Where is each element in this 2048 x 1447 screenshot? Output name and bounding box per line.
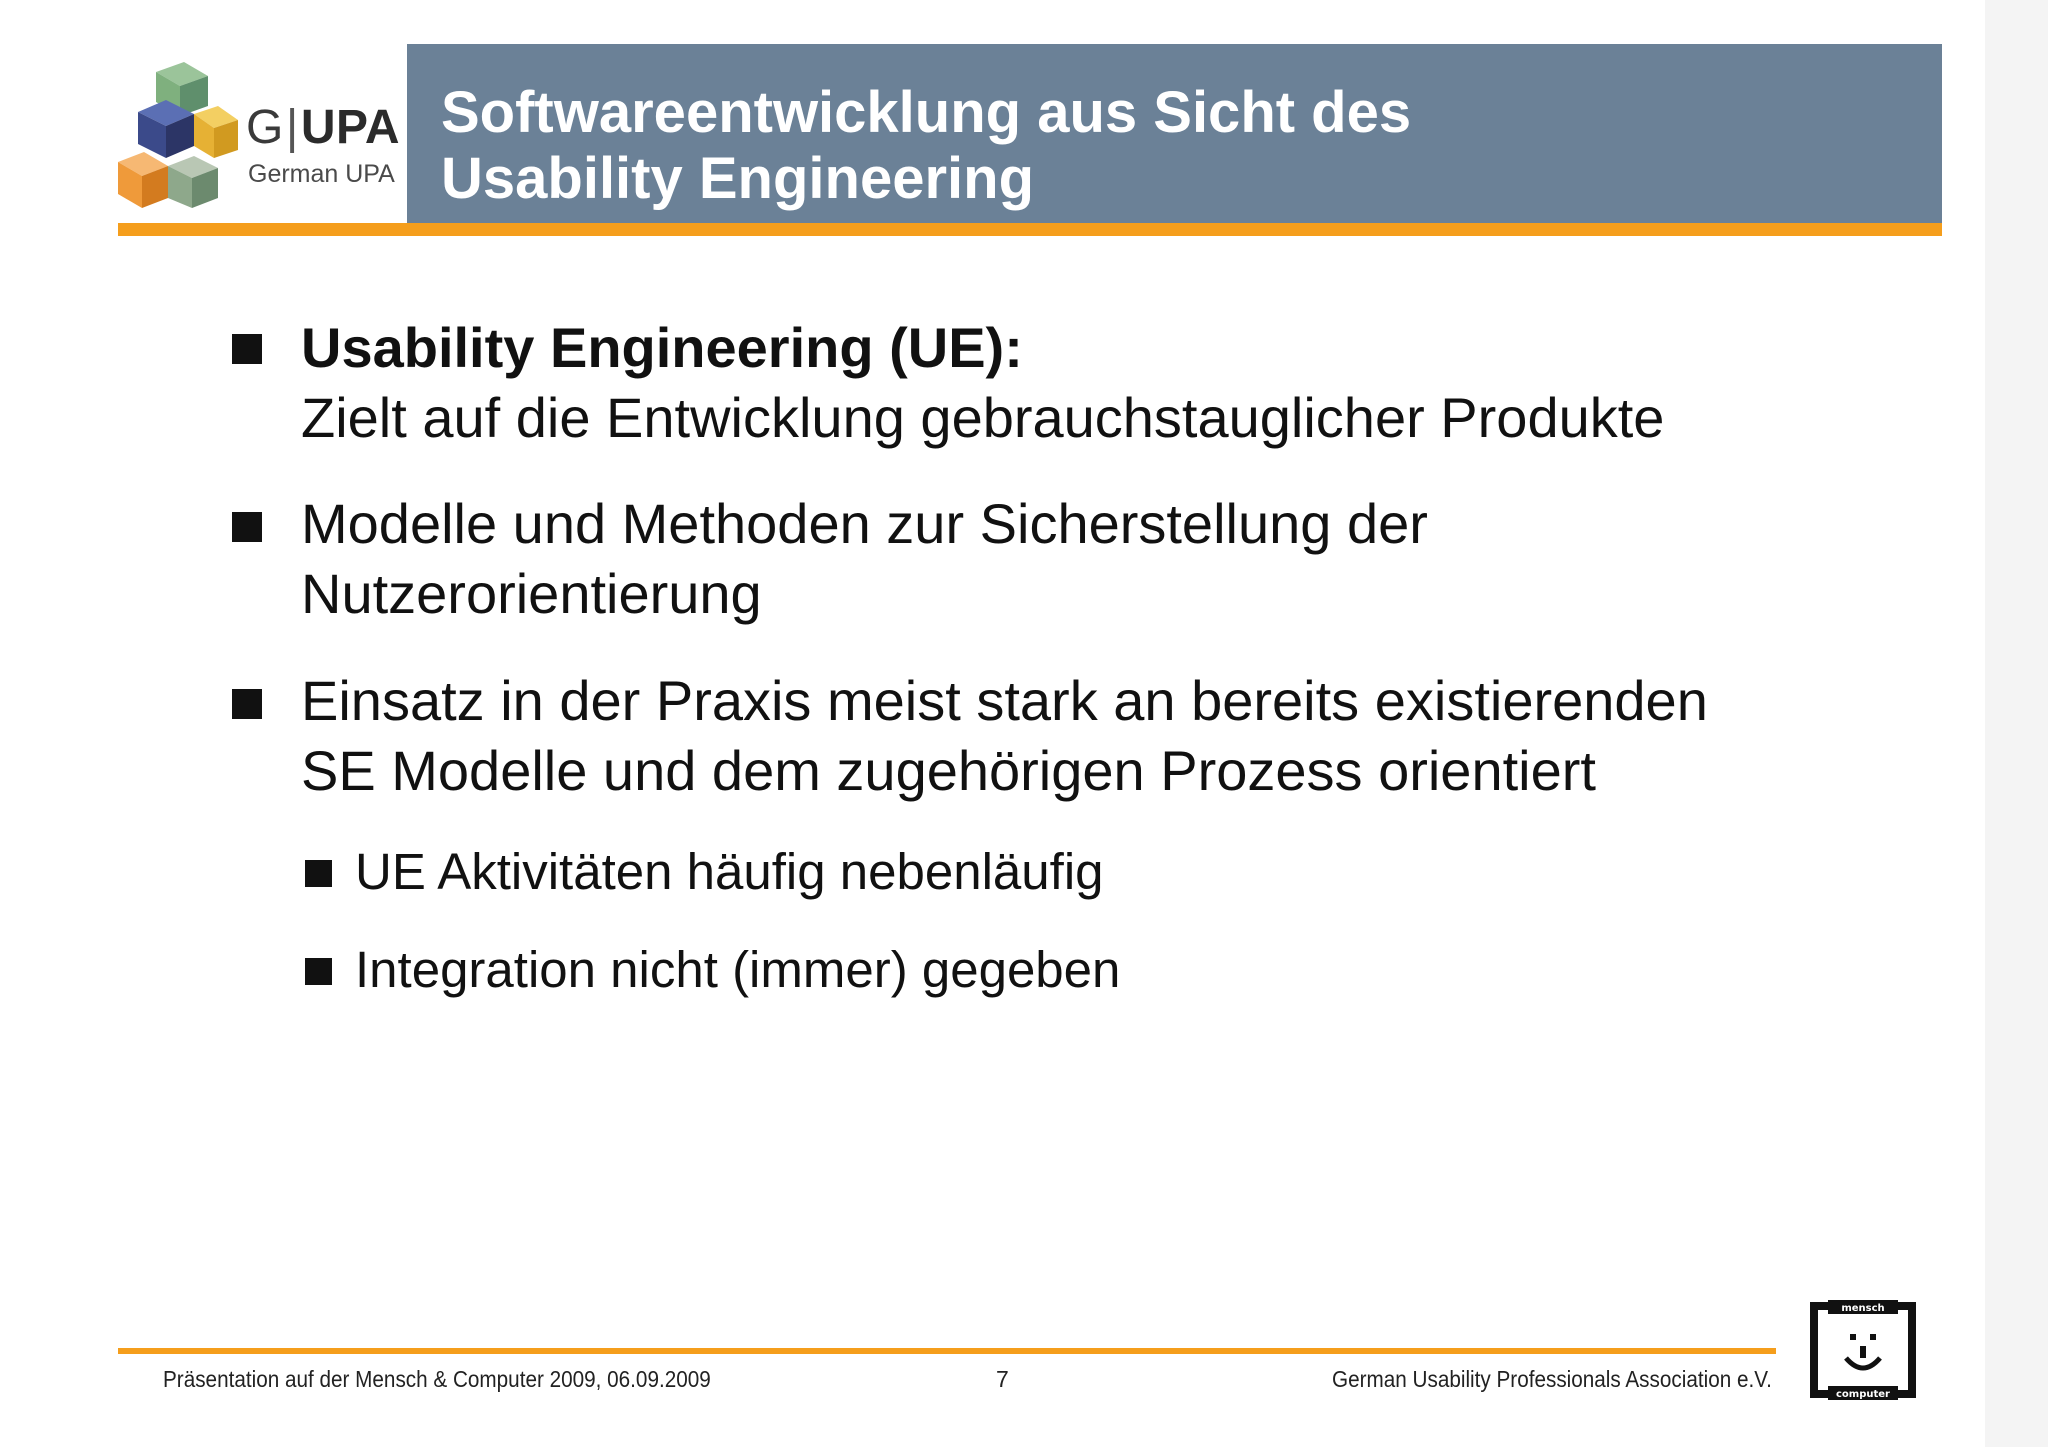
bullet-square-icon	[232, 334, 262, 364]
svg-text:computer: computer	[1836, 1389, 1890, 1400]
sub-bullet-square-icon	[305, 958, 332, 985]
bullet-square-icon	[232, 689, 262, 719]
bullet-square-icon	[232, 512, 262, 542]
mensch-computer-logo-icon	[1806, 1298, 1920, 1402]
svg-text:mensch: mensch	[1841, 1303, 1885, 1314]
sub-bullet-item: UE Aktivitäten häufig nebenläufig	[355, 843, 1104, 900]
slide-title: Softwareentwicklung aus Sicht des Usability Engineering	[441, 80, 1412, 211]
sub-bullet-square-icon	[305, 860, 332, 887]
page-number: 7	[996, 1366, 1009, 1392]
logo-wordmark: G|UPA	[246, 101, 401, 154]
header-divider	[118, 223, 1942, 236]
sub-bullet-item: Integration nicht (immer) gegeben	[355, 941, 1121, 998]
bullet-item	[301, 489, 1428, 629]
bullet-line: SE Modelle und dem zugehörigen Prozess orientiert	[301, 739, 1596, 802]
bullet-item	[301, 313, 1664, 453]
footer-event: Präsentation auf der Mensch & Computer 2009, 06.09.2009	[163, 1366, 711, 1392]
bullet-line: Zielt auf die Entwicklung gebrauchstauglicher Produkte	[301, 386, 1665, 449]
cubes-logo-icon	[118, 62, 238, 212]
gupa-logo	[118, 52, 403, 224]
bullet-heading: Usability Engineering (UE):	[301, 316, 1023, 379]
title-bar	[407, 44, 1942, 223]
bullet-item	[301, 666, 1708, 806]
footer-organization: German Usability Professionals Association e.V.	[1332, 1366, 1772, 1392]
bullet-line: Einsatz in der Praxis meist stark an bereits existierenden	[301, 669, 1708, 732]
page-edge-shade	[1985, 0, 2048, 1447]
bullet-line: Nutzerorientierung	[301, 562, 762, 625]
footer-divider	[118, 1348, 1776, 1354]
bullet-line: Modelle und Methoden zur Sicherstellung der	[301, 492, 1428, 555]
logo-subtitle: German UPA	[248, 160, 395, 188]
